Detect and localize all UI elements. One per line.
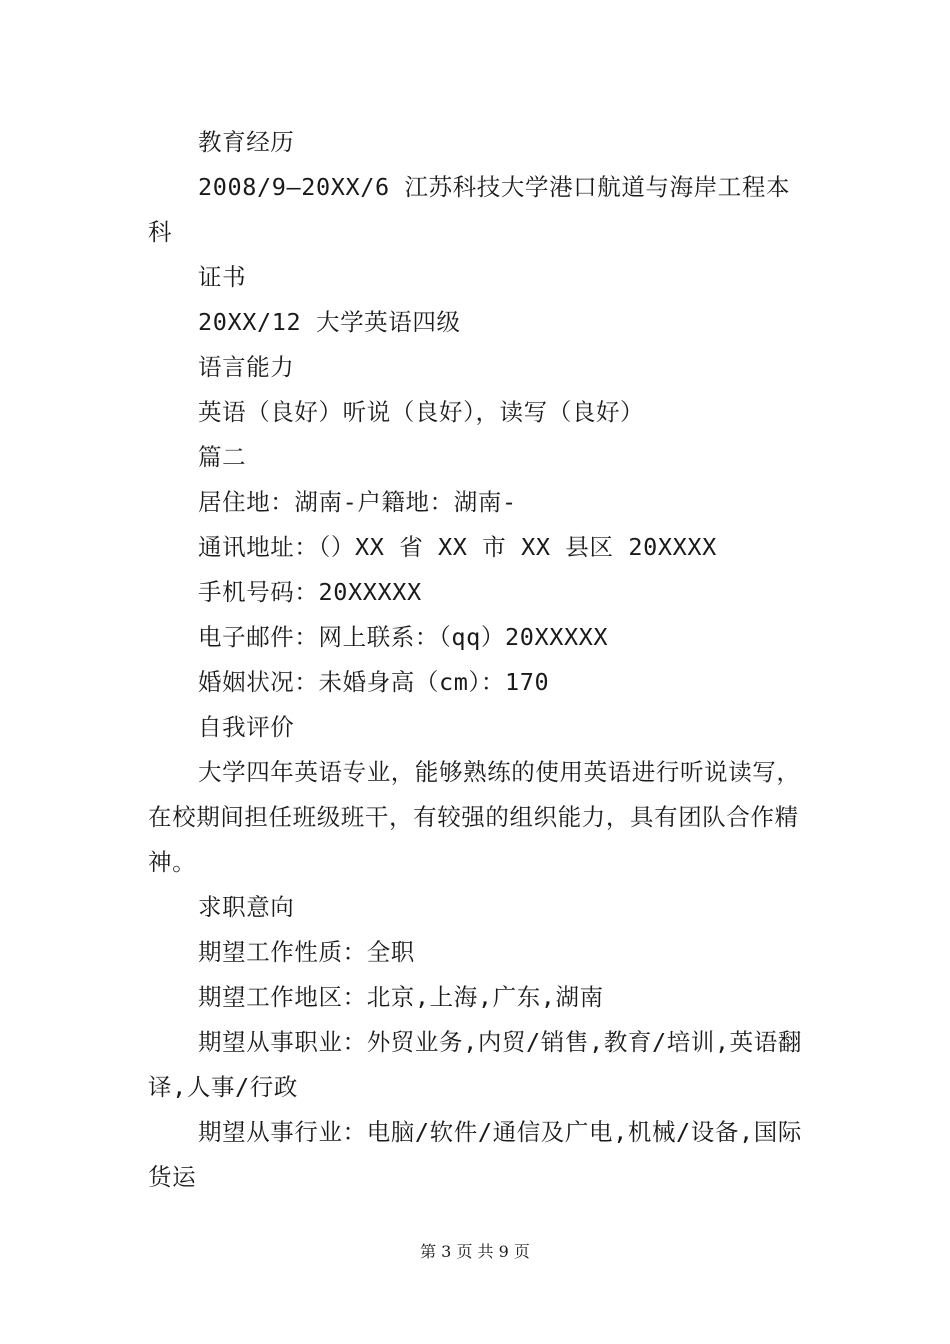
section-heading-self-evaluation: 自我评价 — [198, 713, 295, 741]
section-heading-certificates: 证书 — [198, 263, 247, 291]
language-entry: 英语（良好）听说（良好），读写（良好） — [198, 398, 645, 426]
document-body — [148, 120, 813, 1200]
marital-height-line: 婚姻状况：未婚身高（cm）：170 — [198, 668, 550, 696]
job-industry-line: 期望从事行业：电脑/软件/通信及广电,机械/设备,国际货运 — [148, 1118, 802, 1191]
education-entry: 2008/9—20XX/6 江苏科技大学港口航道与海岸工程本科 — [148, 173, 791, 246]
section-heading-education: 教育经历 — [198, 128, 295, 156]
certificate-entry: 20XX/12 大学英语四级 — [198, 308, 461, 336]
email-line: 电子邮件：网上联系：（qq）20XXXXX — [198, 623, 609, 651]
self-evaluation-text: 大学四年英语专业，能够熟练的使用英语进行听说读写，在校期间担任班级班干，有较强的组织能力，具有团队合作精神。 — [148, 758, 801, 876]
job-occupation-line: 期望从事职业：外贸业务,内贸/销售,教育/培训,英语翻译,人事/行政 — [148, 1028, 802, 1101]
residence-line: 居住地：湖南-户籍地：湖南- — [198, 488, 517, 516]
phone-line: 手机号码：20XXXXX — [198, 578, 422, 606]
job-location-line: 期望工作地区：北京,上海,广东,湖南 — [198, 983, 604, 1011]
page-number: 第 3 页 共 9 页 — [420, 1242, 530, 1261]
job-type-line: 期望工作性质：全职 — [198, 938, 415, 966]
part-two-heading: 篇二 — [198, 443, 247, 471]
section-heading-job-intention: 求职意向 — [198, 893, 295, 921]
section-heading-language: 语言能力 — [198, 353, 295, 381]
page-footer — [0, 1240, 950, 1264]
address-line: 通讯地址：（）XX 省 XX 市 XX 县区 20XXXX — [198, 533, 717, 561]
